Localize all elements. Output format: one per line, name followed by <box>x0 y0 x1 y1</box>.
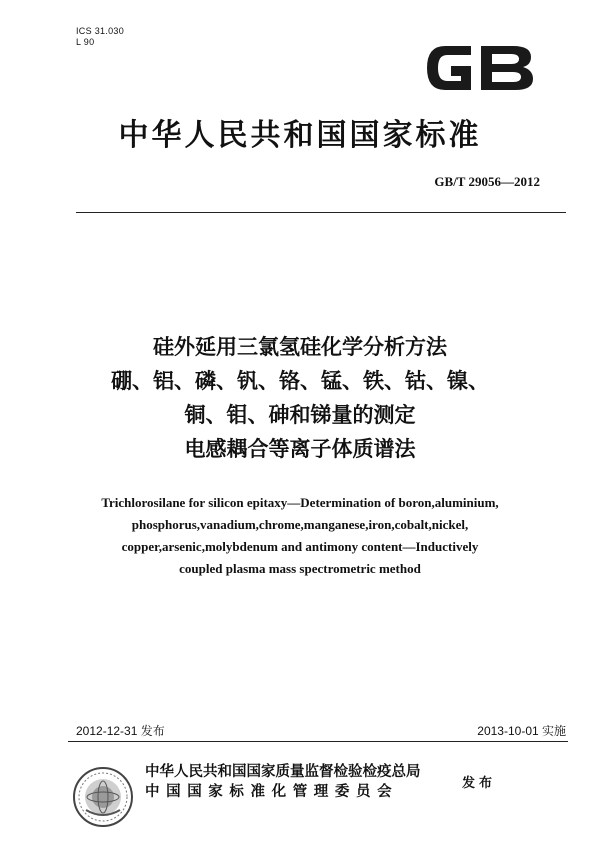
english-title-line: Trichlorosilane for silicon epitaxy—Determination of boron,aluminium, <box>101 495 499 510</box>
english-title <box>40 492 560 580</box>
chinese-title-line: 硅外延用三氯氢硅化学分析方法 <box>153 335 447 359</box>
publish-label: 发布 <box>462 776 497 791</box>
gb-logo-icon <box>421 36 539 100</box>
gb-logo-text: GB <box>421 36 423 37</box>
chinese-title-line: 电感耦合等离子体质谱法 <box>184 437 416 461</box>
classification-codes <box>76 26 124 48</box>
issuer-sac: 中国国家标准化管理委员会 <box>145 784 399 800</box>
header-divider <box>76 212 566 213</box>
official-seal-icon <box>72 766 134 828</box>
ics-code: ICS 31.030 <box>76 26 125 36</box>
english-title-line: coupled plasma mass spectrometric method <box>179 561 421 576</box>
footer-divider <box>68 741 568 742</box>
issuing-authorities <box>145 762 421 802</box>
standard-number: GB/T 29056—2012 <box>434 174 540 189</box>
issuer-aqsiq: 中华人民共和国国家质量监督检验检疫总局 <box>145 764 421 780</box>
implementation-date: 2013-10-01 实施 <box>477 724 566 738</box>
english-title-line: copper,arsenic,molybdenum and antimony content—Inductively <box>121 539 479 554</box>
chinese-title-line: 铜、钼、砷和锑量的测定 <box>184 403 416 427</box>
ccs-code: L 90 <box>76 37 95 47</box>
chinese-title <box>0 330 600 466</box>
issue-date: 2012-12-31 发布 <box>76 724 165 738</box>
country-standard-title: 中华人民共和国国家标准 <box>118 118 482 153</box>
english-title-line: phosphorus,vanadium,chrome,manganese,iron,cobalt,nickel, <box>131 517 469 532</box>
chinese-title-line: 硼、铝、磷、钒、铬、锰、铁、钴、镍、 <box>111 369 489 393</box>
